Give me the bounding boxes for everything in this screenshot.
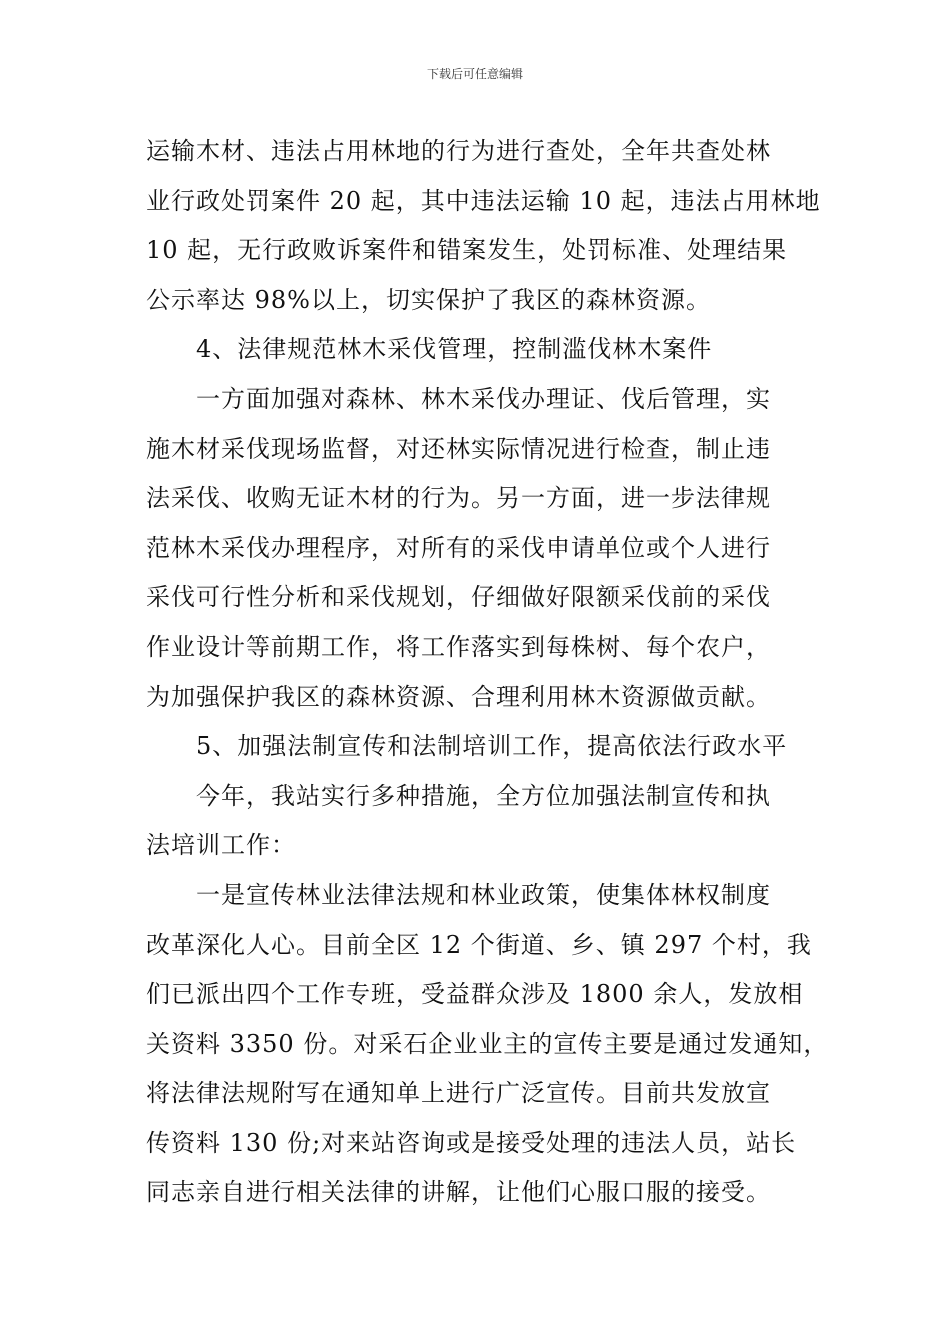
text-line: 们已派出四个工作专班，受益群众涉及 1800 余人，发放相 [146,980,804,1009]
text-line: 同志亲自进行相关法律的讲解，让他们心服口服的接受。 [146,1178,771,1207]
paragraph-start: 一是宣传林业法律法规和林业政策，使集体林权制度 [196,880,771,909]
text-line: 将法律法规附写在通知单上进行广泛宣传。目前共发放宣 [146,1079,771,1108]
text-line: 施木材采伐现场监督，对还林实际情况进行检查，制止违 [146,434,771,463]
page-header: 下载后可任意编辑 [426,67,523,81]
section-heading-4: 4、法律规范林木采伐管理，控制滥伐林木案件 [196,335,713,364]
text-line: 法培训工作： [146,831,296,860]
text-line: 为加强保护我区的森林资源、合理利用林木资源做贡献。 [146,682,771,711]
text-line: 范林木采伐办理程序，对所有的采伐申请单位或个人进行 [146,533,771,562]
text-line: 采伐可行性分析和采伐规划，仔细做好限额采伐前的采伐 [146,583,771,612]
text-line: 业行政处罚案件 20 起，其中违法运输 10 起，违法占用林地 [146,186,821,215]
text-line: 公示率达 98%以上，切实保护了我区的森林资源。 [146,285,711,314]
text-line: 10 起，无行政败诉案件和错案发生，处罚标准、处理结果 [146,236,788,265]
paragraph-start: 今年，我站实行多种措施，全方位加强法制宣传和执 [196,781,771,810]
text-line: 运输木材、违法占用林地的行为进行查处，全年共查处林 [146,137,771,165]
text-line: 传资料 130 份;对来站咨询或是接受处理的违法人员，站长 [146,1128,797,1157]
text-line: 关资料 3350 份。对采石企业业主的宣传主要是通过发通知， [146,1029,829,1058]
paragraph-start: 一方面加强对森林、林木采伐办理证、伐后管理，实 [196,384,771,413]
text-line: 法采伐、收购无证木材的行为。另一方面，进一步法律规 [146,484,771,513]
text-line: 改革深化人心。目前全区 12 个街道、乡、镇 297 个村，我 [146,930,812,959]
document-body [146,127,829,1218]
section-heading-5: 5、加强法制宣传和法制培训工作，提高依法行政水平 [196,732,788,761]
text-line: 作业设计等前期工作，将工作落实到每株树、每个农户， [146,632,771,661]
